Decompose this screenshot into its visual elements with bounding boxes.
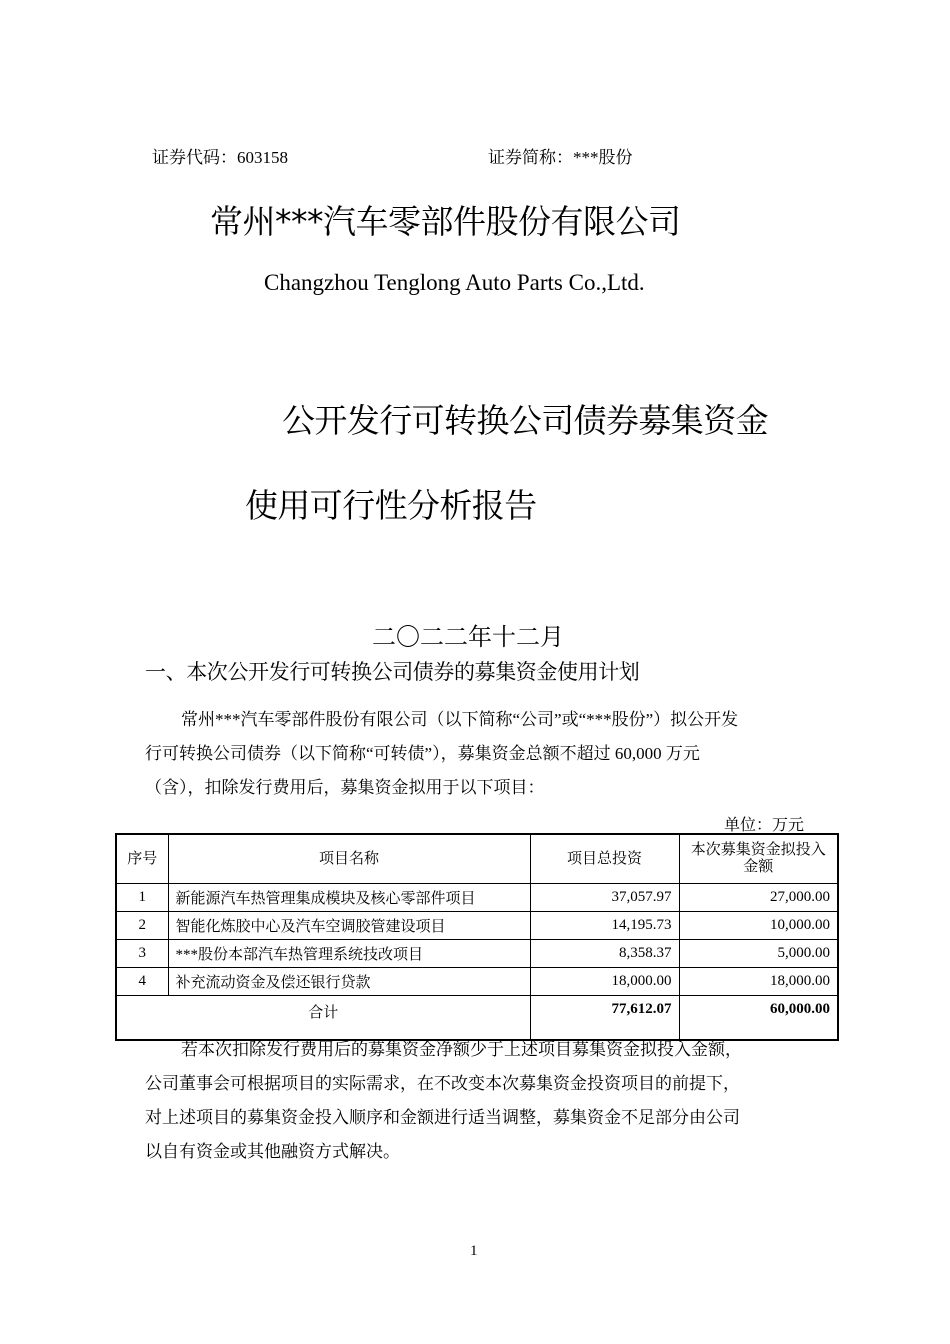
header-project-name: 项目名称 — [168, 834, 530, 884]
report-date: 二〇二二年十二月 — [372, 623, 564, 651]
row-no: 1 — [116, 884, 168, 912]
security-abbreviation: 证券简称：***股份 — [488, 148, 633, 167]
header-total-investment: 项目总投资 — [530, 834, 679, 884]
row-project-name: 新能源汽车热管理集成模块及核心零部件项目 — [168, 884, 530, 912]
company-name-en: Changzhou Tenglong Auto Parts Co.,Ltd. — [264, 270, 645, 295]
page-number: 1 — [470, 1243, 478, 1259]
header-raise-amount: 本次募集资金拟投入金额 — [679, 834, 838, 884]
table-row — [116, 968, 838, 996]
company-name-cn: 常州***汽车零部件股份有限公司 — [210, 202, 681, 241]
intro-line: （含），扣除发行费用后，募集资金拟用于以下项目： — [145, 778, 545, 797]
total-raise-amount: 60,000.00 — [679, 996, 838, 1041]
row-no: 3 — [116, 940, 168, 968]
closing-paragraph — [145, 1033, 825, 1169]
row-raise-amount: 10,000.00 — [679, 912, 838, 940]
intro-line: 行可转换公司债券（以下简称“可转债”），募集资金总额不超过 60,000 万元 — [145, 744, 700, 763]
closing-line: 公司董事会可根据项目的实际需求，在不改变本次募集资金投资项目的前提下， — [145, 1074, 740, 1093]
unit-label: 单位：万元 — [724, 817, 805, 834]
row-raise-amount: 5,000.00 — [679, 940, 838, 968]
row-total-investment: 14,195.73 — [530, 912, 679, 940]
row-total-investment: 8,358.37 — [530, 940, 679, 968]
header-no: 序号 — [116, 834, 168, 884]
security-code: 证券代码：603158 — [152, 148, 288, 167]
total-label: 合计 — [116, 996, 530, 1041]
row-no: 4 — [116, 968, 168, 996]
row-project-name: 补充流动资金及偿还银行贷款 — [168, 968, 530, 996]
row-raise-amount: 27,000.00 — [679, 884, 838, 912]
closing-line: 对上述项目的募集资金投入顺序和金额进行适当调整，募集资金不足部分由公司 — [145, 1108, 740, 1127]
row-project-name: 智能化炼胶中心及汽车空调胶管建设项目 — [168, 912, 530, 940]
table-row — [116, 912, 838, 940]
row-total-investment: 18,000.00 — [530, 968, 679, 996]
intro-paragraph — [145, 703, 825, 805]
section-heading: 一、本次公开发行可转换公司债券的募集资金使用计划 — [145, 660, 640, 684]
row-no: 2 — [116, 912, 168, 940]
fund-usage-table — [115, 833, 839, 1041]
table-header-row — [116, 834, 838, 884]
intro-line: 常州***汽车零部件股份有限公司（以下简称“公司”或“***股份”）拟公开发 — [181, 710, 739, 729]
closing-line: 若本次扣除发行费用后的募集资金净额少于上述项目募集资金拟投入金额， — [181, 1040, 742, 1059]
row-total-investment: 37,057.97 — [530, 884, 679, 912]
report-title-line-2: 使用可行性分析报告 — [245, 486, 537, 525]
report-title-line-1: 公开发行可转换公司债券募集资金 — [282, 401, 769, 440]
row-project-name: ***股份本部汽车热管理系统技改项目 — [168, 940, 530, 968]
table-row — [116, 884, 838, 912]
closing-line: 以自有资金或其他融资方式解决。 — [145, 1142, 400, 1161]
total-investment: 77,612.07 — [530, 996, 679, 1041]
row-raise-amount: 18,000.00 — [679, 968, 838, 996]
table-row — [116, 940, 838, 968]
